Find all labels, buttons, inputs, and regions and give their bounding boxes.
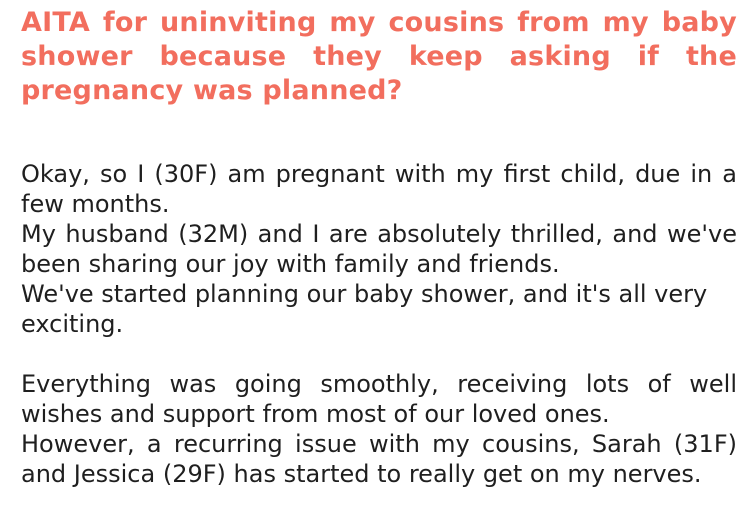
- paragraph-1: [21, 159, 737, 339]
- body-sentence: We've started planning our baby shower, and it's all very exciting.: [21, 280, 708, 338]
- paragraph-2: [21, 369, 737, 489]
- body-sentence: However, a recurring issue with my cousins, Sarah (31F) and Jessica (29F) has started to really get on my nerves.: [21, 430, 737, 488]
- article-title: AITA for uninviting my cousins from my baby shower because they keep asking if the pregnancy was planned?: [21, 7, 737, 106]
- article-body: [21, 159, 737, 519]
- body-sentence: My husband (32M) and I are absolutely thrilled, and we've been sharing our joy with family and friends.: [21, 220, 737, 278]
- body-sentence: Everything was going smoothly, receiving lots of well wishes and support from most of our loved ones.: [21, 370, 737, 428]
- body-sentence: Okay, so I (30F) am pregnant with my first child, due in a few months.: [21, 160, 737, 218]
